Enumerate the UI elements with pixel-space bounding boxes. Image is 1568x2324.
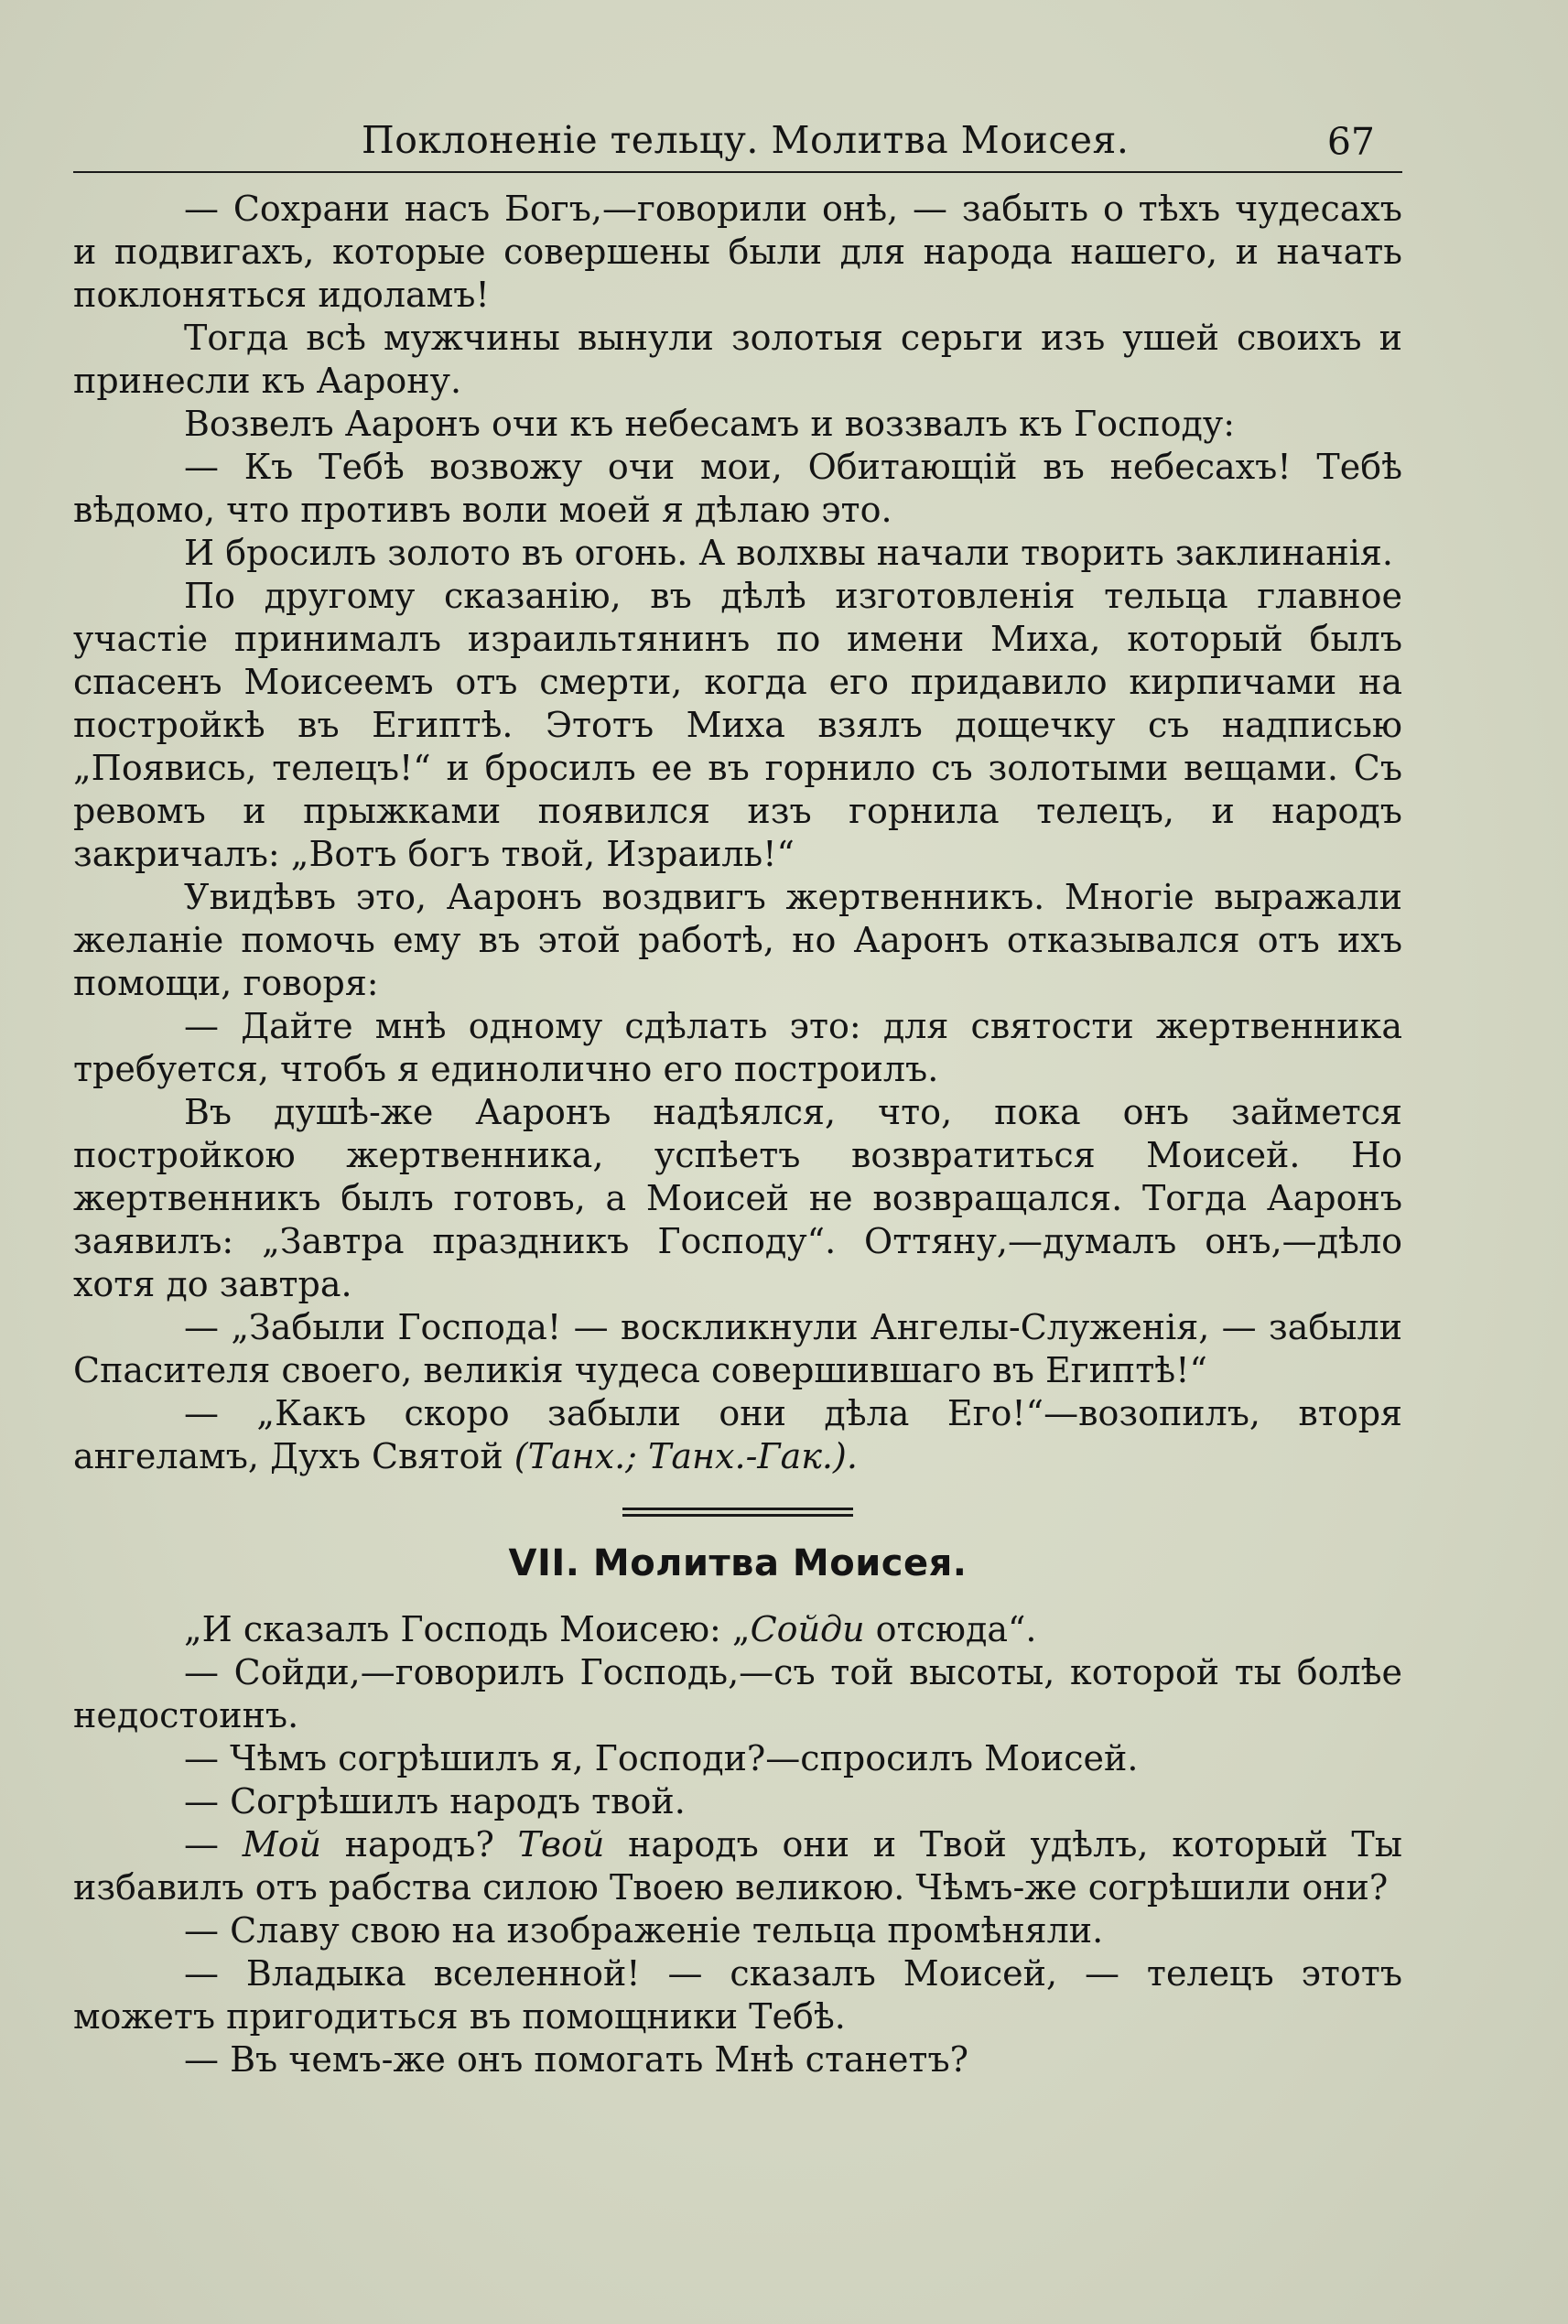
divider-line [622,1514,853,1517]
paragraph: По другому сказанію, въ дѣлѣ изготовленія тельца главное участіе принималъ израильтянинъ по имени Миха, который былъ спасенъ Моисеемъ отъ смерти, когда его придавило кирпичами на постройкѣ въ Египтѣ. Этотъ Миха взялъ дощечку съ надписью „Появись, телецъ!“ и бросилъ ее въ горнило съ золотыми вещами. Съ ревомъ и прыжками появился изъ горнила телецъ, и народъ закричалъ: „Вотъ богъ твой, Израиль!“ [73,576,1402,874]
paragraph: — Славу свою на изображеніе тельца промѣняли. [184,1910,1104,1951]
paragraph: — Къ Тебѣ возвожу очи мои, Обитающій въ небесахъ! Тебѣ вѣдомо, что противъ воли моей я дѣлаю это. [73,447,1402,530]
chapter-text [73,188,1402,1478]
text-run: народъ они и Твой удѣлъ, который Ты избавилъ отъ рабства силою Твоею великою. Чѣмъ-же согрѣшили они? [73,1824,1402,1908]
running-header [73,114,1402,173]
page-number: 67 [1326,120,1375,164]
section-divider [622,1508,853,1519]
divider-line [622,1508,853,1510]
section-heading: VII. Молитва Моисея. [508,1542,968,1584]
paragraph [73,1608,1402,1651]
paragraph-text: — „Какъ скоро забыли они дѣла Его!“—возопилъ, вторя ангеламъ, Духъ Святой [73,1393,1402,1476]
paragraph: — Сохрани насъ Богъ,—говорили онѣ, — забыть о тѣхъ чудесахъ и подвигахъ, которые совершены были для народа нашего, и начать поклоняться идоламъ! [73,189,1402,315]
paragraph: — Согрѣшилъ народъ твой. [184,1781,686,1821]
text-run: — [184,1824,243,1865]
paragraph: Въ душѣ-же Ааронъ надѣялся, что, пока онъ займется постройкою жертвенника, успѣетъ возвратиться Моисей. Но жертвенникъ былъ готовъ, а Моисей не возвращался. Тогда Ааронъ заявилъ: „Завтра праздникъ Господу“. Оттяну,—думалъ онъ,—дѣло хотя до завтра. [73,1092,1402,1304]
paragraph: — Дайте мнѣ одному сдѣлать это: для святости жертвенника требуется, чтобъ я единолично его построилъ. [73,1006,1402,1089]
paragraph: Увидѣвъ это, Ааронъ воздвигъ жертвенникъ. Многіе выражали желаніе помочь ему въ этой работѣ, но Ааронъ отказывался отъ ихъ помощи, говоря: [73,877,1402,1003]
paragraph: Тогда всѣ мужчины вынули золотыя серьги изъ ушей своихъ и принесли къ Аарону. [73,318,1402,401]
paragraph: — Чѣмъ согрѣшилъ я, Господи?—спросилъ Моисей. [184,1738,1139,1778]
running-title: Поклоненіе тельцу. Молитва Моисея. [362,118,1130,162]
emphasis: Мой [242,1824,321,1865]
paragraph: И бросилъ золото въ огонь. А волхвы начали творить заклинанія. [184,533,1393,573]
paragraph: — Сойди,—говорилъ Господь,—съ той высоты, которой ты болѣе недостоинъ. [73,1652,1402,1735]
paragraph [73,1823,1402,1909]
book-page [73,114,1402,2081]
paragraph: — Владыка вселенной! — сказалъ Моисей, — телецъ этотъ можетъ пригодиться въ помощники Тебѣ. [73,1953,1402,2037]
text-run: отсюда“. [864,1609,1037,1649]
paragraph: Возвелъ Ааронъ очи къ небесамъ и воззвалъ къ Господу: [184,404,1236,444]
paragraph: — „Забыли Господа! — воскликнули Ангелы-Служенія, — забыли Спасителя своего, великія чудеса совершившаго въ Египтѣ!“ [73,1307,1402,1390]
source-citation: (Танх.; Танх.-Гак.). [514,1436,858,1476]
emphasis: Твой [517,1824,605,1865]
text-run: „И сказалъ Господь Моисею: „ [184,1609,751,1649]
paragraph: — Въ чемъ-же онъ помогать Мнѣ станетъ? [184,2039,969,2080]
emphasis: Сойди [750,1609,865,1649]
section-text [73,1608,1402,2081]
text-run: народъ? [320,1824,518,1865]
paragraph-with-citation [73,1392,1402,1478]
